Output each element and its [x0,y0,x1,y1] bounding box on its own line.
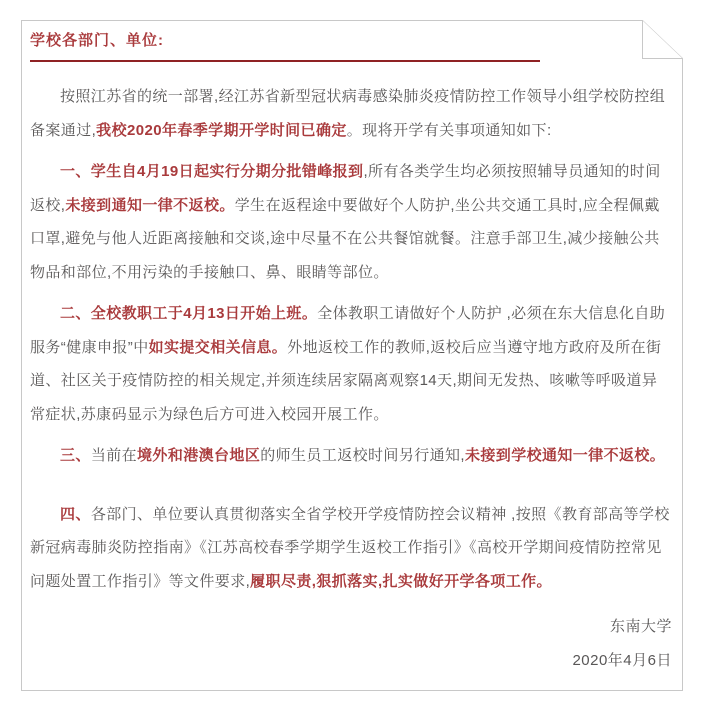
body-text: 当前在 [90,447,138,464]
emphasis-text: 如实提交相关信息。 [148,338,288,356]
emphasis-text: 未接到学校通知一律不返校。 [465,447,666,464]
emphasis-text: 履职尽责,狠抓落实,扎实做好开学各项工作。 [250,572,552,590]
emphasis-text: 境外和港澳台地区 [137,447,261,464]
notice-paragraph [30,439,672,473]
body-text: 全体教职工请做好个人防护 ,必须在东大信息化自助服务“健康申报”中 [30,305,666,356]
emphasis-text: 三、 [60,447,91,464]
emphasis-text: 四、 [60,505,91,523]
notice-paragraph [30,155,672,289]
notice-paragraph [30,80,672,147]
body-text: 外地返校工作的教师,返校后应当遵守地方政府及所在街道、社区关于疫情防控的相关规定,并须连续居家隔离观察14天,期间无发热、咳嗽等呼吸道异常症状,苏康码显示为绿色后方可进入校园开展工作。 [30,338,662,423]
notice-paragraph [30,297,672,431]
salutation: 学校各部门、单位: [30,32,164,49]
divider-rule [30,60,540,62]
emphasis-text: 二、全校教职工于4月13日开始上班。 [60,305,318,322]
body-text: 。现将开学有关事项通知如下: [346,121,552,139]
notice-page [21,20,683,691]
notice-content [30,32,672,685]
body-text: ,所有各类学生均必须按照辅导员通知的时间返校, [30,163,661,214]
emphasis-text: 一、学生自4月19日起实行分期分批错峰报到 [60,163,364,180]
notice-body [30,80,672,598]
signature-org: 东南大学 [609,618,672,635]
body-text: 学生在返程途中要做好个人防护,坐公共交通工具时,应全程佩戴口罩,避免与他人近距离接触和交谈,途中尽量不在公共餐馆就餐。注意手部卫生,减少接触公共物品和部位,不用污染的手接触口、鼻、眼睛等部位。 [30,196,660,281]
notice-paragraph [30,498,672,599]
emphasis-text: 我校2020年春季学期开学时间已确定 [96,121,347,139]
body-text: 各部门、单位要认真贯彻落实全省学校开学疫情防控会议精神 ,按照《教育部高等学校新冠病毒肺炎防控指南》《江苏高校春季学期学生返校工作指引》《高校开学期间疫情防控常见问题处置工作指引》等文件要求, [30,505,670,590]
body-text: 按照江苏省的统一部署,经江苏省新型冠状病毒感染肺炎疫情防控工作领导小组学校防控组备案通过, [30,88,666,139]
signature-block [30,610,672,677]
emphasis-text: 未接到通知一律不返校。 [65,196,235,214]
signature-date: 2020年4月6日 [572,651,672,669]
body-text: 的师生员工返校时间另行通知, [260,447,465,464]
